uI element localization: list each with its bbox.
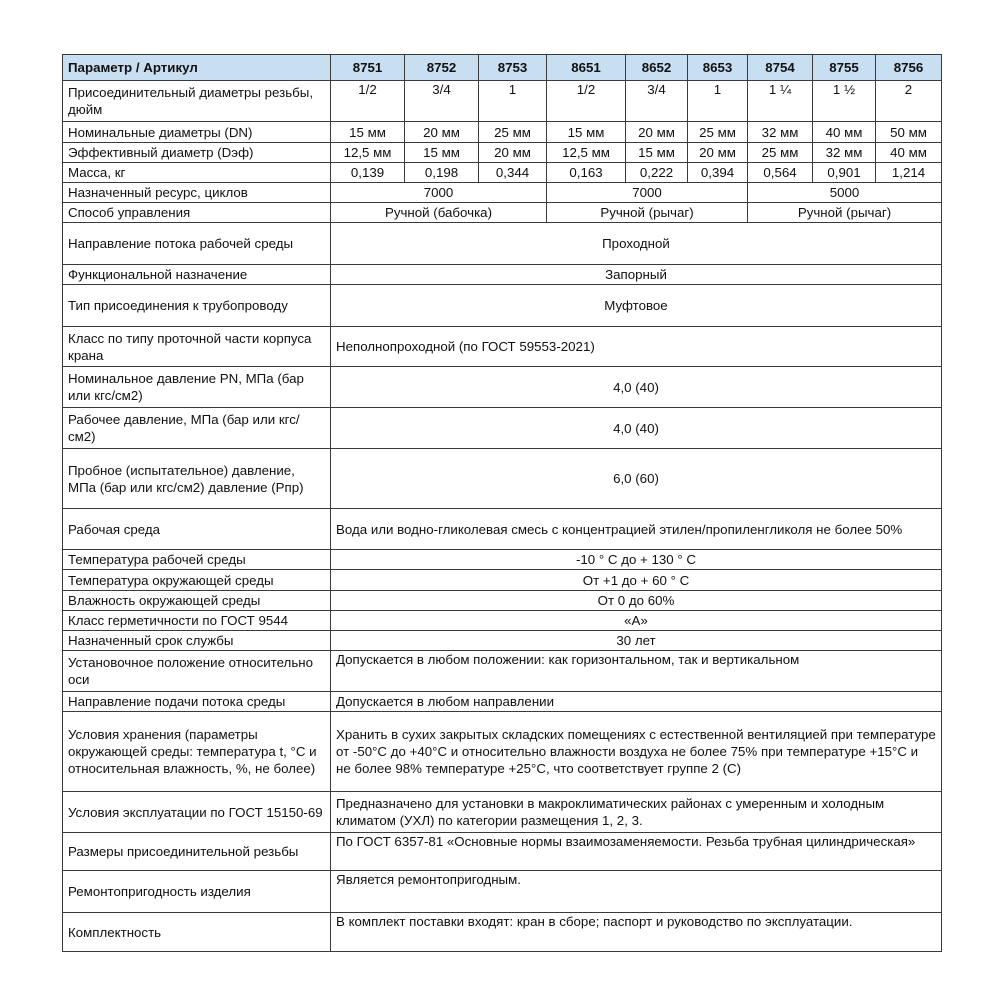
row-label: Влажность окружающей среды	[63, 591, 331, 611]
table-cell: Хранить в сухих закрытых складских помещениях с естественной вентиляцией при температуре от -50°С до +40°С и относительно влажности воздуха не более 75% при температуре +15°С и не более 98% температуре +25°С, что соответствует группе 2 (С)	[331, 712, 942, 792]
table-cell: 20 мм	[479, 143, 547, 163]
table-row	[63, 871, 942, 913]
table-cell: 3/4	[626, 81, 688, 122]
row-label: Масса, кг	[63, 163, 331, 183]
table-row	[63, 611, 942, 631]
table-cell: 1/2	[331, 81, 405, 122]
spec-table	[62, 54, 942, 952]
table-cell: 15 мм	[547, 122, 626, 143]
row-label: Тип присоединения к трубопроводу	[63, 285, 331, 327]
table-cell: Ручной (бабочка)	[331, 203, 547, 223]
row-label: Комплектность	[63, 913, 331, 952]
table-cell: От +1 до + 60 ° С	[331, 570, 942, 591]
table-cell: 12,5 мм	[331, 143, 405, 163]
table-row	[63, 163, 942, 183]
table-row	[63, 509, 942, 550]
table-cell: 0,222	[626, 163, 688, 183]
table-cell: Ручной (рычаг)	[748, 203, 942, 223]
table-cell: 40 мм	[813, 122, 876, 143]
table-row	[63, 651, 942, 692]
table-cell: 6,0 (60)	[331, 449, 942, 509]
table-row	[63, 792, 942, 833]
table-cell: -10 ° С до + 130 ° С	[331, 550, 942, 570]
table-row	[63, 327, 942, 367]
table-cell: «А»	[331, 611, 942, 631]
table-row	[63, 285, 942, 327]
row-label: Условия эксплуатации по ГОСТ 15150-69	[63, 792, 331, 833]
article-cell: 8751	[331, 55, 405, 81]
table-cell: Запорный	[331, 265, 942, 285]
article-cell: 8752	[405, 55, 479, 81]
row-label: Размеры присоединительной резьбы	[63, 833, 331, 871]
table-cell: 0,394	[688, 163, 748, 183]
row-label: Рабочая среда	[63, 509, 331, 550]
table-cell: 1	[688, 81, 748, 122]
table-cell: 3/4	[405, 81, 479, 122]
table-cell: 0,163	[547, 163, 626, 183]
row-label: Направление подачи потока среды	[63, 692, 331, 712]
table-cell: 25 мм	[479, 122, 547, 143]
row-label: Способ управления	[63, 203, 331, 223]
row-label: Ремонтопригодность изделия	[63, 871, 331, 913]
row-label: Температура рабочей среды	[63, 550, 331, 570]
article-cell: 8653	[688, 55, 748, 81]
table-cell: 12,5 мм	[547, 143, 626, 163]
row-label: Класс герметичности по ГОСТ 9544	[63, 611, 331, 631]
table-cell: 25 мм	[748, 143, 813, 163]
article-cell: 8754	[748, 55, 813, 81]
table-cell: От 0 до 60%	[331, 591, 942, 611]
table-cell: Является ремонтопригодным.	[331, 871, 942, 913]
table-cell: Ручной (рычаг)	[547, 203, 748, 223]
row-label: Рабочее давление, МПа (бар или кгс/см2)	[63, 408, 331, 449]
table-cell: 7000	[331, 183, 547, 203]
header-row	[63, 55, 942, 81]
article-cell: 8651	[547, 55, 626, 81]
table-row	[63, 408, 942, 449]
table-cell: 2	[876, 81, 942, 122]
table-cell: 32 мм	[813, 143, 876, 163]
table-cell: 0,198	[405, 163, 479, 183]
table-cell: Проходной	[331, 223, 942, 265]
table-cell: По ГОСТ 6357-81 «Основные нормы взаимозаменяемости. Резьба трубная цилиндрическая»	[331, 833, 942, 871]
row-label: Номинальное давление PN, МПа (бар или кгс/см2)	[63, 367, 331, 408]
table-cell: 7000	[547, 183, 748, 203]
row-label: Эффективный диаметр (Dэф)	[63, 143, 331, 163]
table-cell: 15 мм	[405, 143, 479, 163]
table-row	[63, 449, 942, 509]
row-label: Назначенный ресурс, циклов	[63, 183, 331, 203]
table-cell: В комплект поставки входят: кран в сборе; паспорт и руководство по эксплуатации.	[331, 913, 942, 952]
table-cell: 30 лет	[331, 631, 942, 651]
header-label: Параметр / Артикул	[63, 55, 331, 81]
table-row	[63, 712, 942, 792]
table-row	[63, 913, 942, 952]
row-label: Условия хранения (параметры окружающей среды: температура t, °С и относительная влажность, %, не более)	[63, 712, 331, 792]
table-cell: Вода или водно-гликолевая смесь с концентрацией этилен/пропиленгликоля не более 50%	[331, 509, 942, 550]
table-cell: 4,0 (40)	[331, 367, 942, 408]
row-label: Направление потока рабочей среды	[63, 223, 331, 265]
table-cell: Муфтовое	[331, 285, 942, 327]
row-label: Температура окружающей среды	[63, 570, 331, 591]
table-cell: 50 мм	[876, 122, 942, 143]
table-row	[63, 143, 942, 163]
table-row	[63, 591, 942, 611]
row-label: Пробное (испытательное) давление, МПа (бар или кгс/см2) давление (Pпр)	[63, 449, 331, 509]
table-cell: 0,139	[331, 163, 405, 183]
table-row	[63, 692, 942, 712]
table-cell: Неполнопроходной (по ГОСТ 59553-2021)	[331, 327, 942, 367]
table-row	[63, 122, 942, 143]
row-label: Класс по типу проточной части корпуса крана	[63, 327, 331, 367]
table-cell: 5000	[748, 183, 942, 203]
table-cell: 15 мм	[331, 122, 405, 143]
table-row	[63, 570, 942, 591]
article-cell: 8652	[626, 55, 688, 81]
table-cell: 1/2	[547, 81, 626, 122]
table-cell: 1,214	[876, 163, 942, 183]
table-cell: 0,564	[748, 163, 813, 183]
table-cell: 20 мм	[626, 122, 688, 143]
table-cell: 15 мм	[626, 143, 688, 163]
row-label: Номинальные диаметры (DN)	[63, 122, 331, 143]
table-row	[63, 81, 942, 122]
table-row	[63, 550, 942, 570]
table-row	[63, 203, 942, 223]
article-cell: 8756	[876, 55, 942, 81]
table-cell: 32 мм	[748, 122, 813, 143]
table-row	[63, 223, 942, 265]
table-cell: 1 ¼	[748, 81, 813, 122]
table-cell: Предназначено для установки в макроклиматических районах с умеренным и холодным климатом (УХЛ) по категории размещения 1, 2, 3.	[331, 792, 942, 833]
table-row	[63, 367, 942, 408]
row-label: Установочное положение относительно оси	[63, 651, 331, 692]
table-cell: 20 мм	[688, 143, 748, 163]
table-row	[63, 265, 942, 285]
table-cell: 25 мм	[688, 122, 748, 143]
table-row	[63, 631, 942, 651]
article-cell: 8755	[813, 55, 876, 81]
row-label: Присоединительный диаметры резьбы, дюйм	[63, 81, 331, 122]
table-cell: 4,0 (40)	[331, 408, 942, 449]
table-cell: Допускается в любом положении: как горизонтальном, так и вертикальном	[331, 651, 942, 692]
table-cell: Допускается в любом направлении	[331, 692, 942, 712]
table-cell: 20 мм	[405, 122, 479, 143]
table-cell: 0,344	[479, 163, 547, 183]
table-cell: 40 мм	[876, 143, 942, 163]
table-cell: 0,901	[813, 163, 876, 183]
table-cell: 1 ½	[813, 81, 876, 122]
table-row	[63, 183, 942, 203]
table-row	[63, 833, 942, 871]
table-cell: 1	[479, 81, 547, 122]
row-label: Назначенный срок службы	[63, 631, 331, 651]
row-label: Функциональной назначение	[63, 265, 331, 285]
article-cell: 8753	[479, 55, 547, 81]
